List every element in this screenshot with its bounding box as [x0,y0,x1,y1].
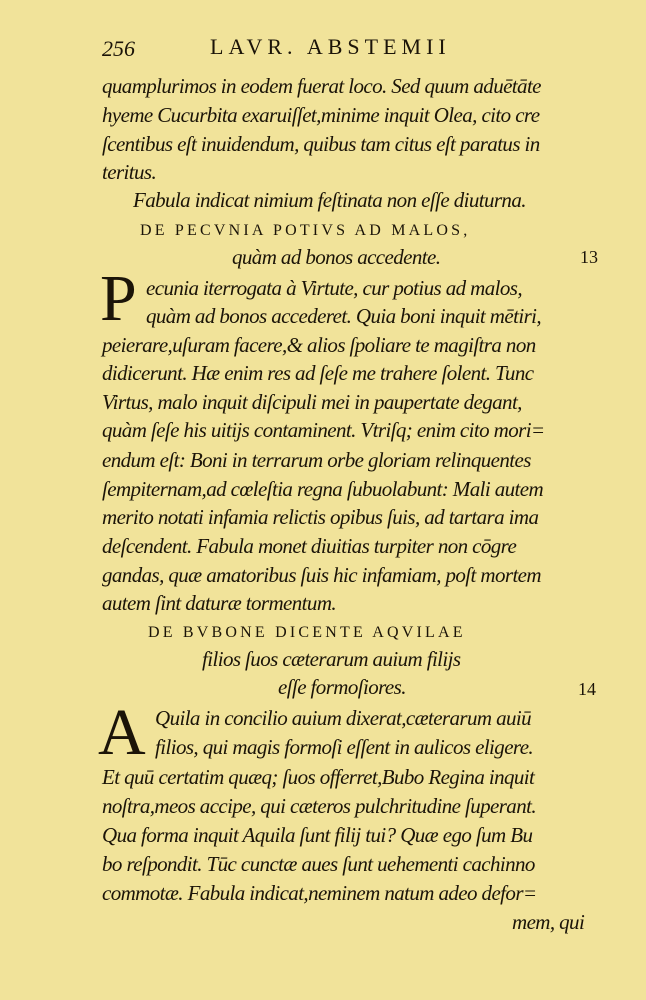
text-line: quamplurimos in eodem fuerat loco. Sed quum aduētāte [102,74,541,98]
text-line: Qua forma inquit Aquila ſunt filij tui? Quæ ego ſum Bu [102,823,533,847]
fable-subtitle: eſſe formoſiores. [278,675,406,699]
text-line: autem ſint daturæ tormentum. [102,591,337,615]
drop-cap: A [98,696,146,769]
text-line: ſempiternam,ad cœleſtia regna ſubuolabunt: Mali autem [102,477,544,501]
text-line: ſcentibus eſt inuidendum, quibus tam citus eſt paratus in [102,132,540,156]
text-line: merito notati infamia relictis opibus ſuis, ad tartara ima [102,505,539,529]
fable-number: 13 [580,247,598,267]
fable-number: 14 [578,679,596,699]
text-line: mem, qui [512,910,585,934]
text-line: deſcendent. Fabula monet diuitias turpiter non cōgre [102,534,517,558]
fable-subtitle: quàm ad bonos accedente. [232,245,441,269]
page-number: 256 [102,36,135,61]
text-line: noſtra,meos accipe, qui cæteros pulchritudine ſuperant. [102,794,536,818]
text-line: teritus. [102,160,157,184]
text-line: filios, qui magis formoſi eſſent in aulicos eligere. [155,735,534,759]
text-line: Virtus, malo inquit diſcipuli mei in paupertate degant, [102,390,522,414]
text-line: bo reſpondit. Tūc cunctæ aues ſunt uehementi cachinno [102,852,535,876]
running-title: LAVR. ABSTEMII [210,34,451,59]
fable-title: DE PECVNIA POTIVS AD MALOS, [140,222,471,239]
text-line: Quila in concilio auium dixerat,cæterarum auiū [155,706,532,730]
text-line: didicerunt. Hæ enim res ad ſeſe me trahere ſolent. Tunc [102,361,534,385]
text-line: commotæ. Fabula indicat,neminem natum adeo defor= [102,881,537,905]
text-line: gandas, quæ amatoribus ſuis hic infamiam, poſt mortem [102,563,541,587]
text-line: peierare,uſuram facere,& alios ſpoliare te magiſtra non [102,333,536,357]
moral-line: Fabula indicat nimium feſtinata non eſſe diuturna. [133,188,526,212]
text-line: Et quū certatim quæq; ſuos offerret,Bubo Regina inquit [102,765,535,789]
text-line: quàm ſeſe his uitijs contaminent. Vtriſq; enim cito mori= [102,418,545,442]
text-line: quàm ad bonos accederet. Quia boni inquit mētiri, [146,304,542,328]
text-line: hyeme Cucurbita exaruiſſet,minime inquit Olea, cito cre [102,103,540,127]
text-line: endum eſt: Boni in terrarum orbe gloriam relinquentes [102,448,531,472]
drop-cap: P [100,262,137,335]
fable-title: DE BVBONE DICENTE AQVILAE [148,624,466,641]
fable-subtitle: filios ſuos cæterarum auium filijs [202,647,461,671]
text-line: ecunia iterrogata à Virtute, cur potius ad malos, [146,276,522,300]
